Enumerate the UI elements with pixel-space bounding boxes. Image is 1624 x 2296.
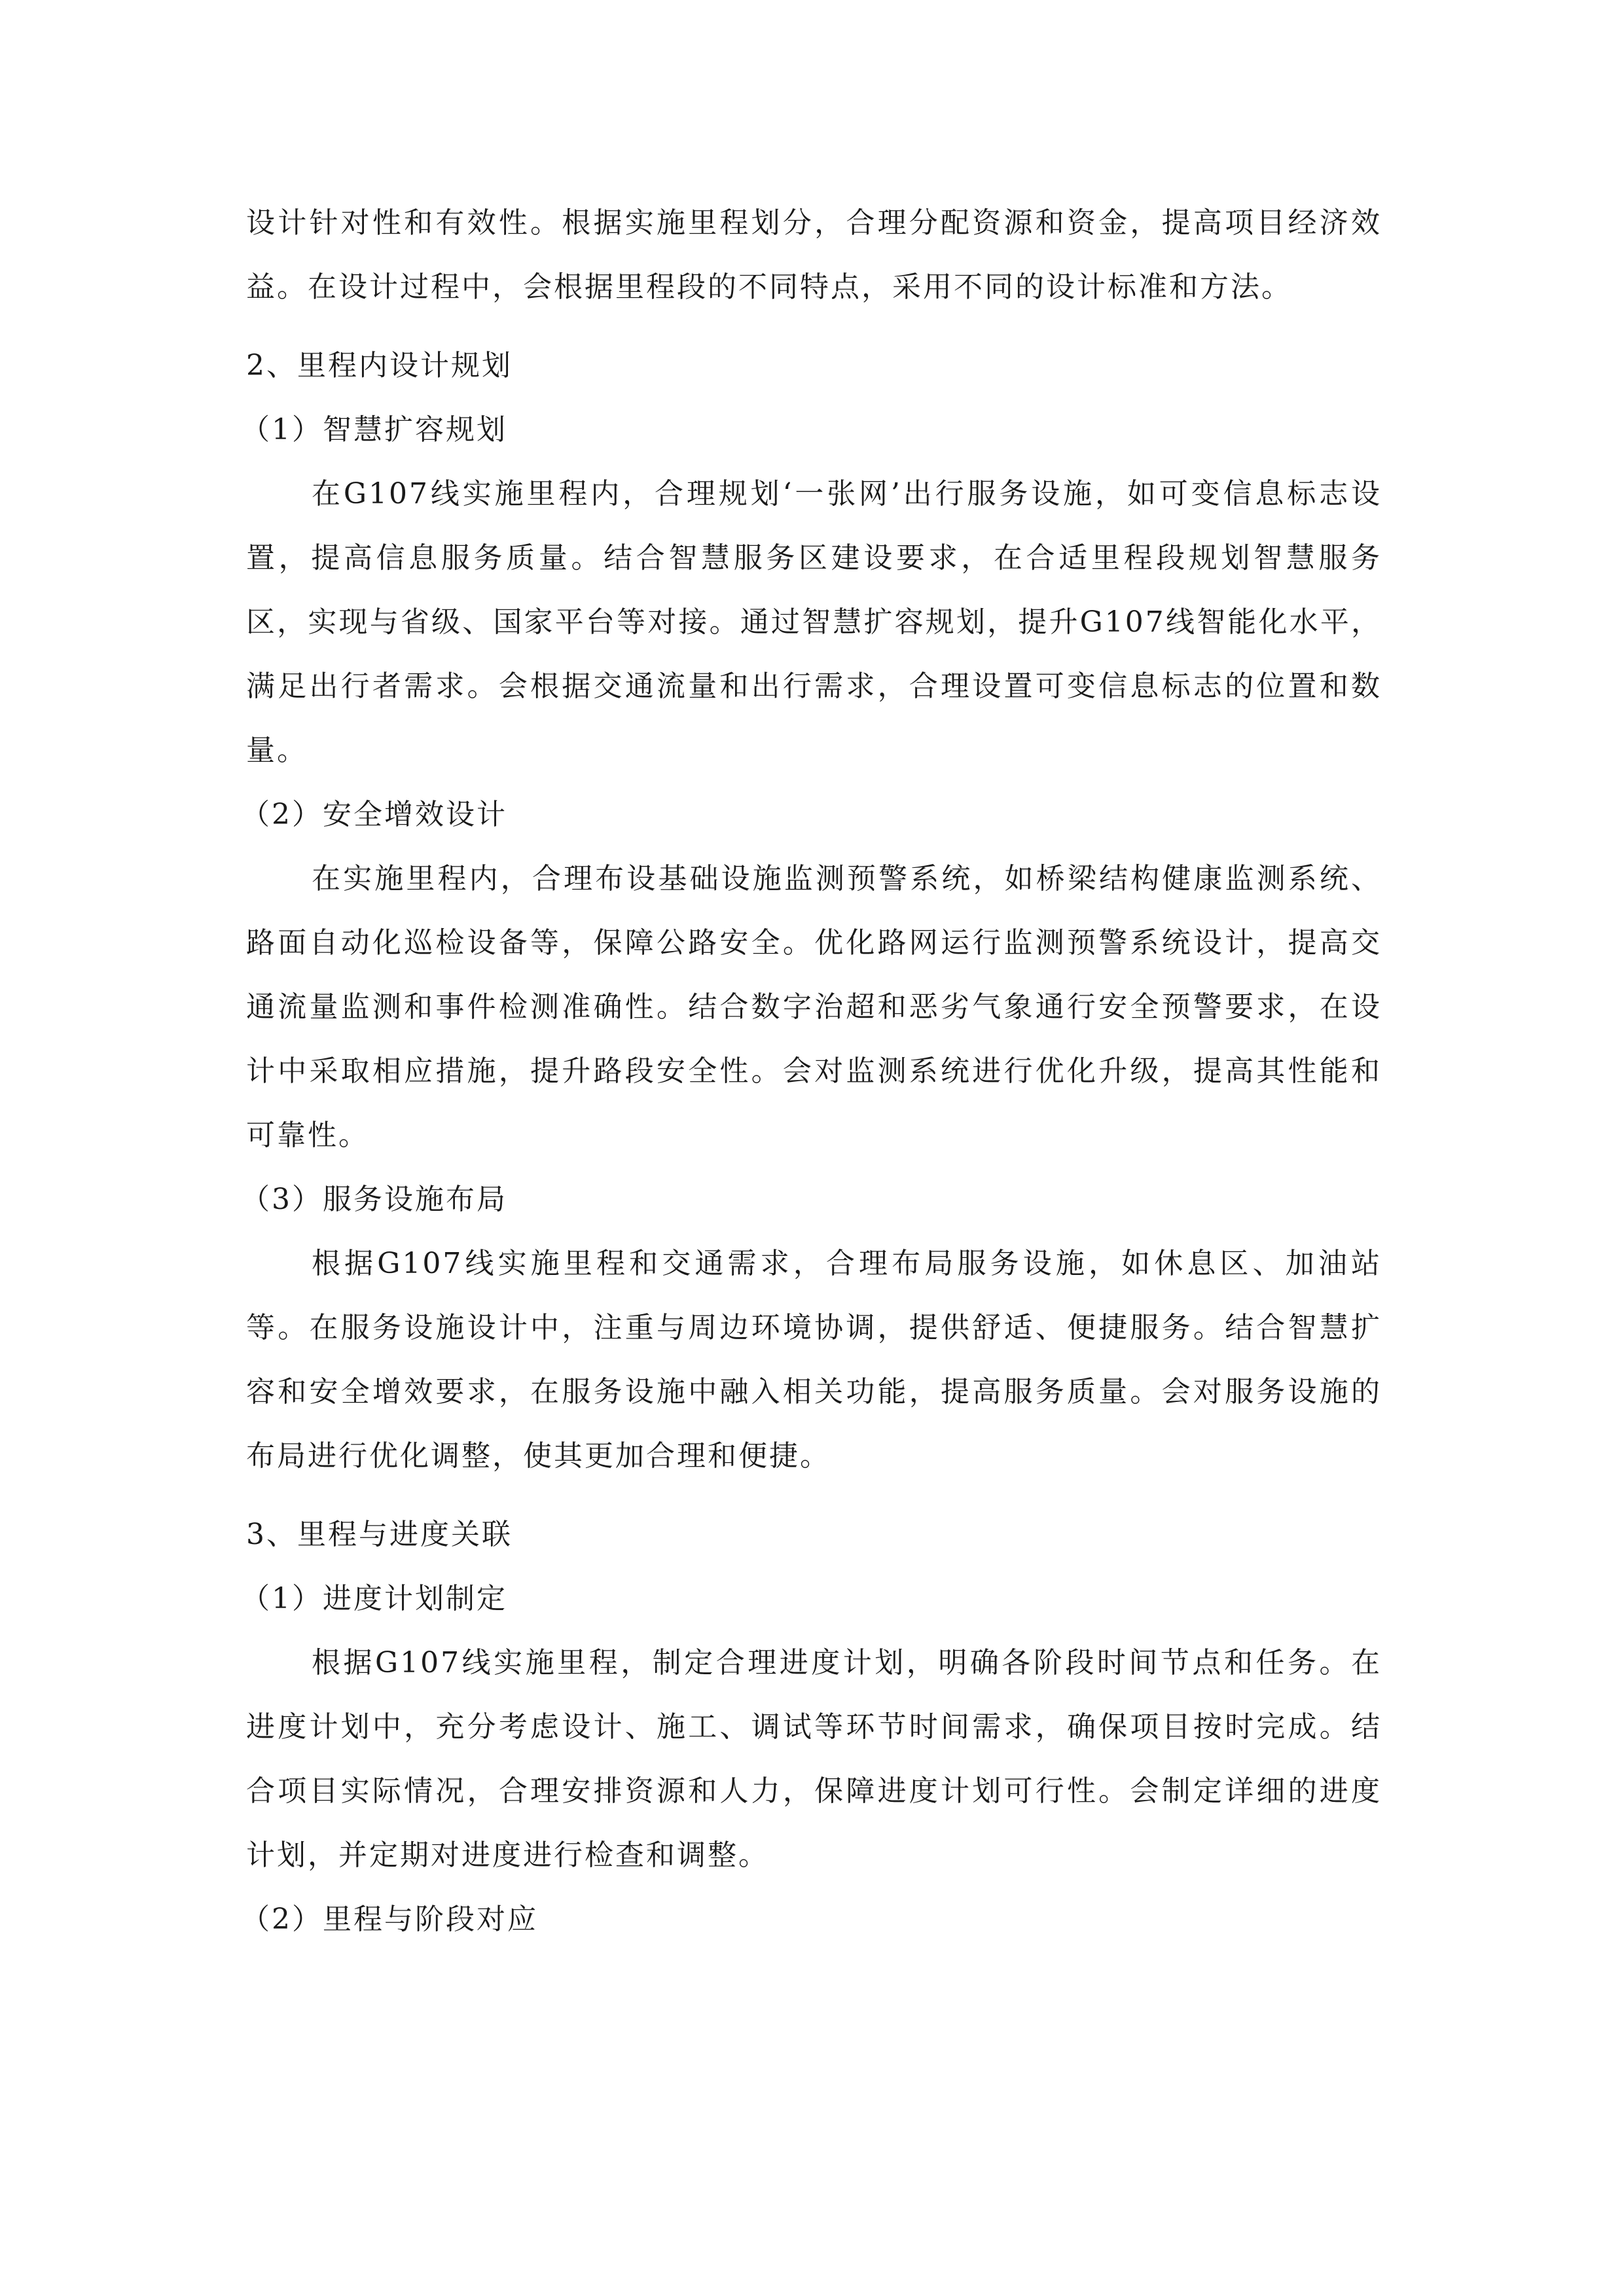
- section-2-1-heading: （1）智慧扩容规划: [241, 413, 507, 446]
- section-2-1-paragraph: 在G107线实施里程内，合理规划‘一张网’出行服务设施，如可变信息标志设置，提高信息服务质量。结合智慧服务区建设要求，在合适里程段规划智慧服务区，实现与省级、国家平台等对接。通过智慧扩容规划，提升G107线智能化水平，满足出行者需求。会根据交通流量和出行需求，合理设置可变信息标志的位置和数量。: [246, 477, 1382, 767]
- section-3-1-heading: （1）进度计划制定: [241, 1582, 507, 1615]
- section-3-1-paragraph: 根据G107线实施里程，制定合理进度计划，明确各阶段时间节点和任务。在进度计划中，充分考虑设计、施工、调试等环节时间需求，确保项目按时完成。结合项目实际情况，合理安排资源和人力，保障进度计划可行性。会制定详细的进度计划，并定期对进度进行检查和调整。: [246, 1646, 1382, 1872]
- section-3-heading: 3、里程与进度关联: [246, 1518, 513, 1551]
- section-2-3-heading: （3）服务设施布局: [241, 1183, 507, 1216]
- section-2-2-paragraph: 在实施里程内，合理布设基础设施监测预警系统，如桥梁结构健康监测系统、路面自动化巡检设备等，保障公路安全。优化路网运行监测预警系统设计，提高交通流量监测和事件检测准确性。结合数字治超和恶劣气象通行安全预警要求，在设计中采取相应措施，提升路段安全性。会对监测系统进行优化升级，提高其性能和可靠性。: [246, 862, 1382, 1152]
- section-2-2-heading: （2）安全增效设计: [241, 798, 507, 831]
- document-content: [241, 191, 1382, 1952]
- section-2-3-paragraph: 根据G107线实施里程和交通需求，合理布局服务设施，如休息区、加油站等。在服务设施设计中，注重与周边环境协调，提供舒适、便捷服务。结合智慧扩容和安全增效要求，在服务设施中融入相关功能，提高服务质量。会对服务设施的布局进行优化调整，使其更加合理和便捷。: [246, 1247, 1382, 1473]
- section-2-heading: 2、里程内设计规划: [246, 349, 513, 382]
- intro-paragraph: 设计针对性和有效性。根据实施里程划分，合理分配资源和资金，提高项目经济效益。在设计过程中，会根据里程段的不同特点，采用不同的设计标准和方法。: [246, 206, 1382, 304]
- section-3-2-heading: （2）里程与阶段对应: [241, 1903, 538, 1936]
